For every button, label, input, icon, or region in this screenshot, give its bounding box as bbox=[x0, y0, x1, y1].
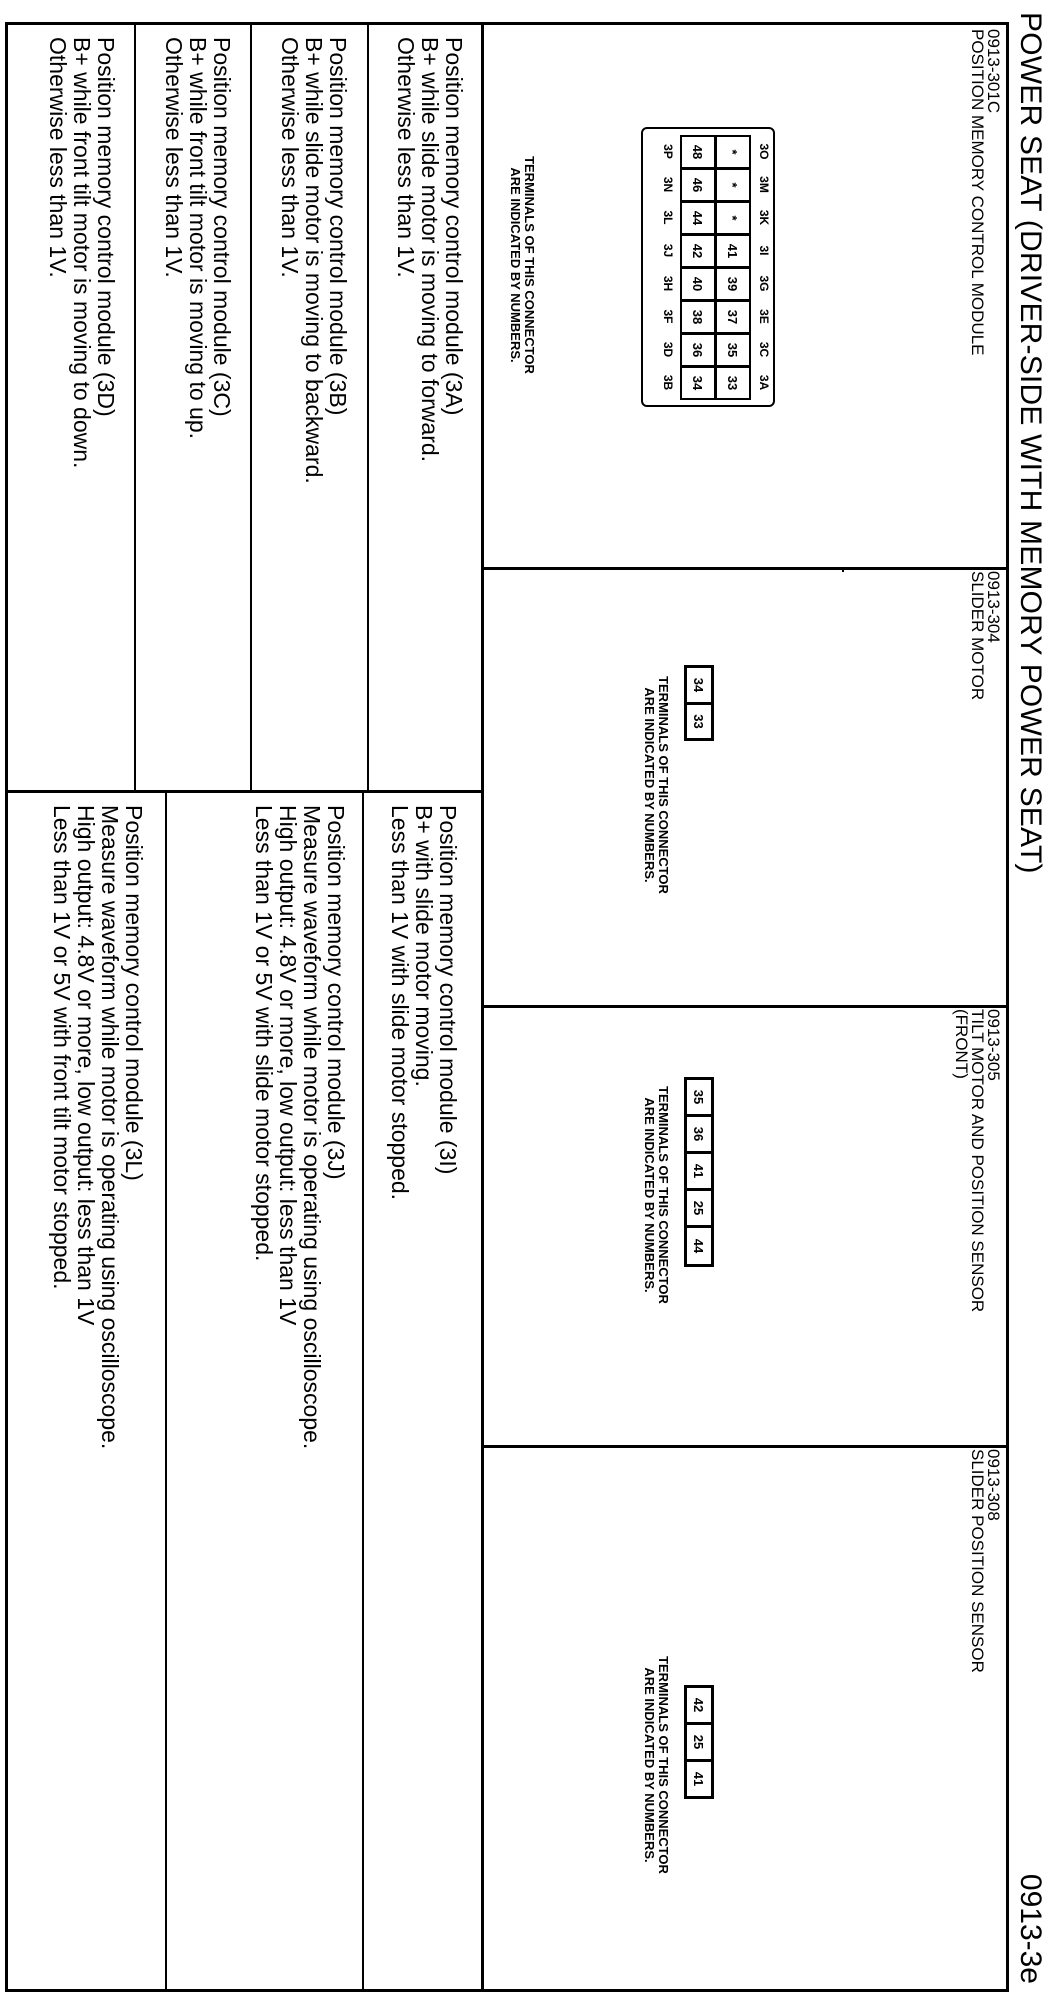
pin-label: 3B bbox=[661, 374, 675, 391]
connector-code: 0913-305 bbox=[984, 1009, 1003, 1081]
pin-label: 3I bbox=[757, 245, 771, 256]
row-divider bbox=[367, 25, 369, 790]
pin-cell: 42 bbox=[680, 234, 716, 268]
pin-label: 3L bbox=[661, 210, 675, 225]
pin-label: 3G bbox=[757, 275, 771, 292]
pin-label: 3A bbox=[757, 374, 771, 391]
pin-cell: 41 bbox=[685, 1760, 713, 1798]
connector-name: SLIDER POSITION SENSOR bbox=[968, 1449, 987, 1673]
pin-cell: 37 bbox=[715, 300, 751, 334]
pin-cell: 46 bbox=[680, 168, 716, 202]
pin-cell: * bbox=[715, 201, 751, 235]
column-divider bbox=[484, 1005, 1006, 1008]
description-3l: Position memory control module (3L) Measure waveform while motor is operating using oscilloscope. High output: 4.8V or more, low output: less than 1V Less than 1V or 5V with front tilt motor stopped. bbox=[49, 805, 147, 1450]
description-3j: Position memory control module (3J) Measure waveform while motor is operating using oscilloscope. High output: 4.8V or more, low output: less than 1V Less than 1V or 5V with slide motor stopped. bbox=[251, 805, 349, 1450]
pin-label: 3K bbox=[757, 209, 771, 226]
connector-name: SLIDER MOTOR bbox=[968, 571, 987, 701]
description-3a: Position memory control module (3A) B+ while slide motor is moving to forward. Otherwise less than 1V. bbox=[393, 37, 467, 463]
pin-label: 3P bbox=[661, 144, 675, 159]
pin-cell: 39 bbox=[715, 267, 751, 301]
pin-cell: 34 bbox=[680, 366, 716, 400]
pin-cell: 42 bbox=[685, 1686, 713, 1724]
page-title: POWER SEAT (DRIVER-SIDE WITH MEMORY POWER SEAT) bbox=[1014, 12, 1047, 874]
pin-cell: * bbox=[715, 135, 751, 169]
pin-cell: 25 bbox=[685, 1189, 713, 1227]
connector-name-suffix: (FRONT) bbox=[952, 1009, 971, 1079]
pin-cell: 44 bbox=[685, 1226, 713, 1266]
pin-label: 3D bbox=[661, 341, 675, 358]
pin-label: 3C bbox=[757, 341, 771, 358]
row-divider bbox=[165, 793, 167, 1989]
pin-cell: 38 bbox=[680, 300, 716, 334]
column-divider bbox=[484, 1445, 1006, 1448]
tick bbox=[842, 570, 844, 572]
pin-cell: 41 bbox=[715, 234, 751, 268]
connector-note: TERMINALS OF THIS CONNECTOR ARE INDICATED BY NUMBERS. bbox=[642, 1656, 671, 1874]
tick bbox=[251, 790, 252, 792]
pin-cell: 41 bbox=[685, 1152, 713, 1190]
connector-note: TERMINALS OF THIS CONNECTOR ARE INDICATED BY NUMBERS. bbox=[642, 676, 671, 894]
connector-name: TILT MOTOR AND POSITION SENSOR bbox=[968, 1009, 987, 1313]
row-divider bbox=[134, 25, 136, 790]
pin-cell: 34 bbox=[685, 666, 713, 704]
pin-label: 3J bbox=[661, 243, 675, 258]
pin-cell: 35 bbox=[715, 333, 751, 367]
pin-cell: 44 bbox=[680, 201, 716, 235]
pin-cell: 35 bbox=[685, 1078, 713, 1116]
column-divider bbox=[8, 790, 484, 793]
connector-code: 0913-308 bbox=[984, 1449, 1003, 1521]
pin-cell: * bbox=[715, 168, 751, 202]
wiring-table bbox=[5, 22, 1009, 1992]
pin-label: 3N bbox=[661, 176, 675, 193]
pin-cell: 48 bbox=[680, 135, 716, 169]
pin-cell: 25 bbox=[685, 1723, 713, 1761]
pin-cell: 36 bbox=[685, 1115, 713, 1153]
description-3c: Position memory control module (3C) B+ while front tilt motor is moving to up. Otherwise less than 1V. bbox=[161, 37, 235, 440]
description-3b: Position memory control module (3B) B+ while slide motor is moving to backward. Otherwise less than 1V. bbox=[277, 37, 351, 484]
column-divider bbox=[484, 567, 1006, 570]
pin-cell: 33 bbox=[685, 703, 713, 740]
page-code: 0913-3e bbox=[1014, 1873, 1047, 1984]
pin-cell: 33 bbox=[715, 366, 751, 400]
connector-note: TERMINALS OF THIS CONNECTOR ARE INDICATED BY NUMBERS. bbox=[642, 1086, 671, 1304]
description-3i: Position memory control module (3I) B+ with slide motor moving. Less than 1V with slide motor stopped. bbox=[387, 805, 461, 1201]
pin-label: 3F bbox=[661, 309, 675, 324]
pin-label: 3E bbox=[757, 309, 771, 324]
connector-note: TERMINALS OF THIS CONNECTOR ARE INDICATED BY NUMBERS. bbox=[508, 156, 537, 374]
pin-label: 3H bbox=[661, 275, 675, 292]
connector-code: 0913-304 bbox=[984, 571, 1003, 643]
description-3d: Position memory control module (3D) B+ while front tilt motor is moving to down. Otherwise less than 1V. bbox=[45, 37, 119, 469]
pin-label: 3M bbox=[757, 176, 771, 193]
pin-cell: 36 bbox=[680, 333, 716, 367]
pin-label: 3O bbox=[757, 143, 771, 160]
connector-code: 0913-301C bbox=[984, 29, 1003, 114]
row-divider bbox=[250, 25, 252, 790]
row-divider bbox=[362, 793, 364, 1989]
connector-name: POSITION MEMORY CONTROL MODULE bbox=[968, 29, 987, 356]
pin-cell: 40 bbox=[680, 267, 716, 301]
